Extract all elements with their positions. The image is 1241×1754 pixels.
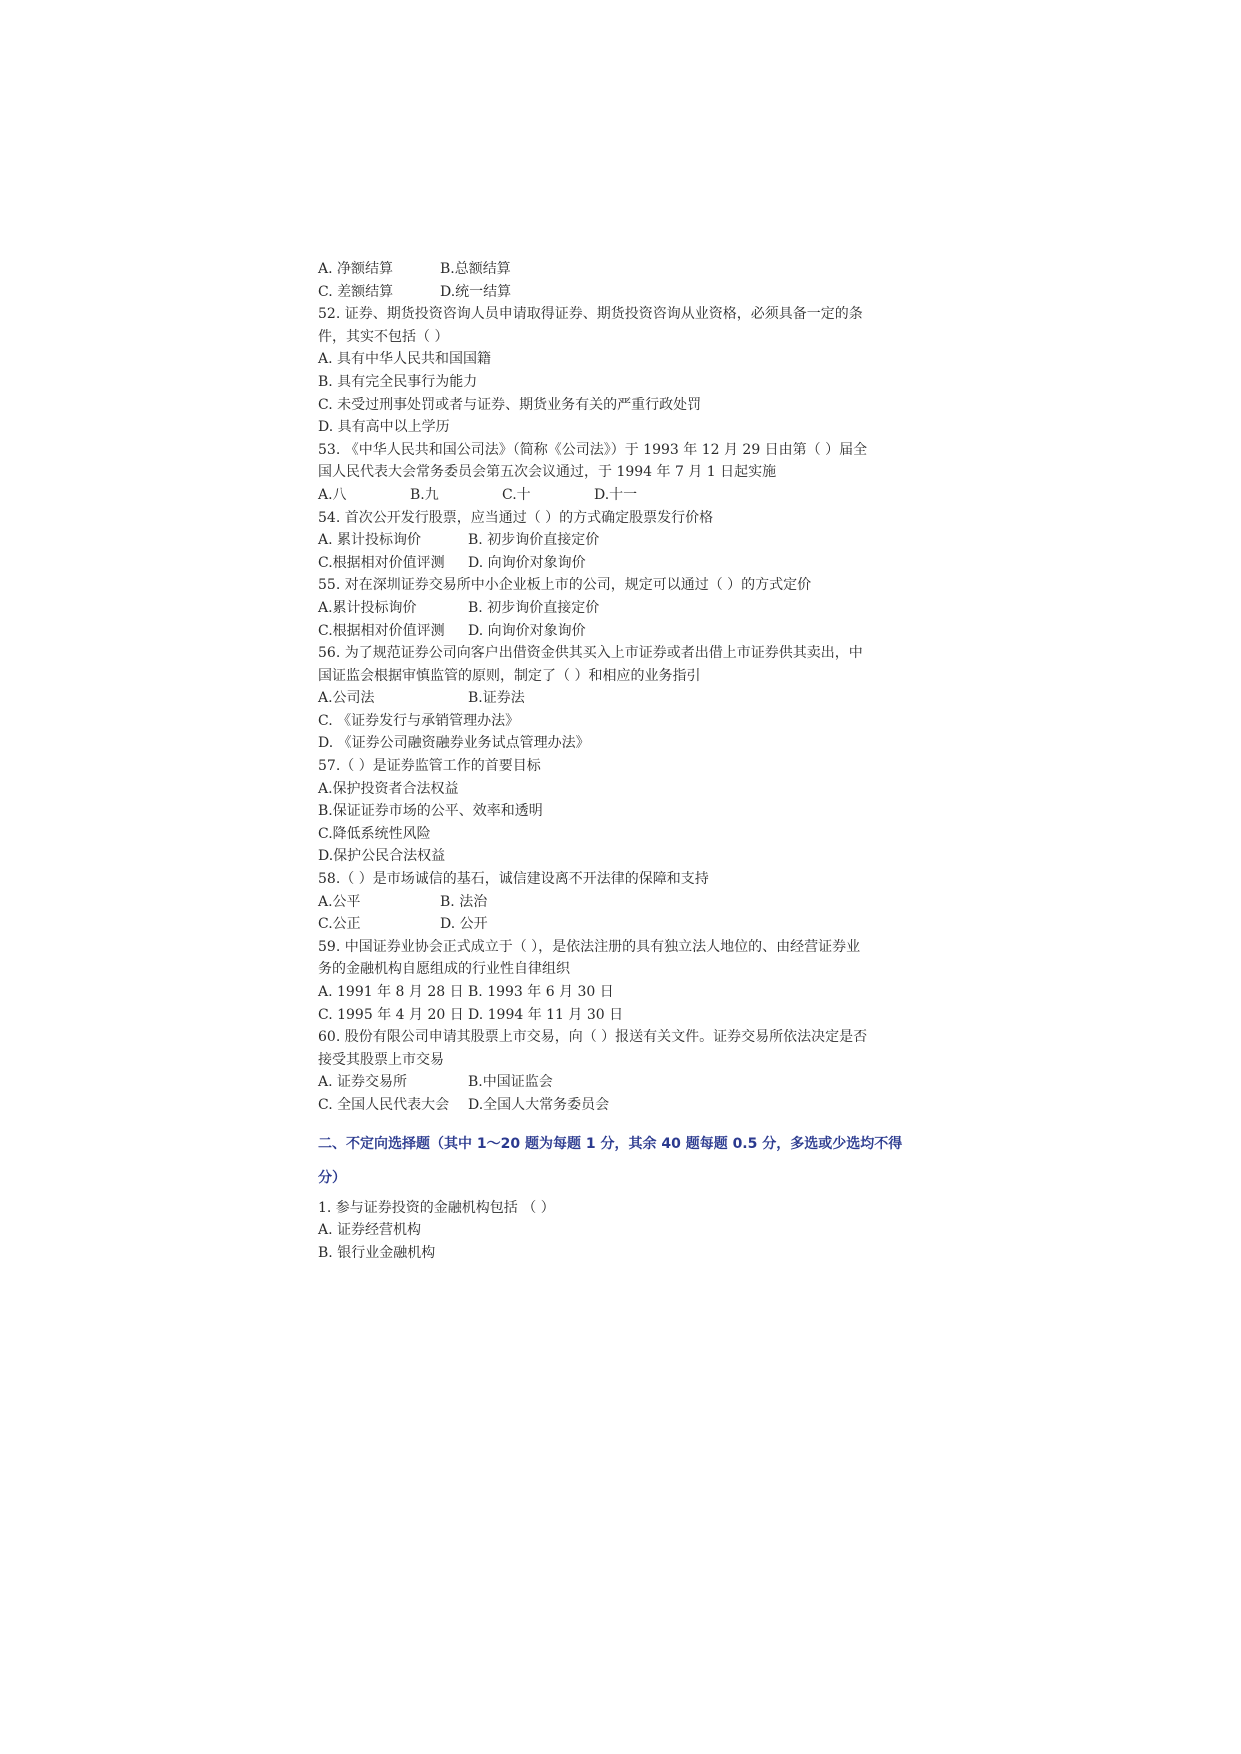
q59-option-b: B. 1993 年 6 月 30 日 bbox=[468, 984, 614, 1000]
q51-option-c: C. 差额结算 bbox=[318, 283, 394, 300]
q51-option-a: A. 净额结算 bbox=[318, 261, 394, 277]
q60-options-row-2 bbox=[318, 1094, 918, 1117]
q59-option-c: C. 1995 年 4 月 20 日 bbox=[318, 1006, 464, 1023]
q54-options-row-2 bbox=[318, 552, 918, 575]
section-2-title-line-1: 二、不定向选择题（其中 1～20 题为每题 1 分，其余 40 题每题 0.5 分，多选或少选均不得 bbox=[318, 1135, 903, 1152]
q53-option-d: D.十一 bbox=[594, 486, 638, 503]
q54-option-b: B. 初步询价直接定价 bbox=[468, 532, 600, 549]
q53-options-row bbox=[318, 484, 918, 507]
q51-options-row-2 bbox=[318, 281, 918, 304]
q53-option-b: B.九 bbox=[410, 486, 439, 503]
q59-option-a: A. 1991 年 8 月 28 日 bbox=[318, 984, 464, 1000]
q56-option-a: A.公司法 bbox=[318, 690, 375, 707]
s2-q1-stem: 1. 参与证券投资的金融机构包括 （ ） bbox=[318, 1199, 555, 1216]
q58-option-c: C.公正 bbox=[318, 916, 361, 933]
q60-stem-line-1: 60. 股份有限公司申请其股票上市交易，向（ ）报送有关文件。证券交易所依法决定是否 bbox=[318, 1029, 868, 1046]
q52-stem-line-1: 52. 证券、期货投资咨询人员申请取得证券、期货投资咨询从业资格，必须具备一定的条 bbox=[318, 306, 863, 323]
q52-option-c: C. 未受过刑事处罚或者与证券、期货业务有关的严重行政处罚 bbox=[318, 396, 702, 413]
section-2-title-line-2: 分） bbox=[318, 1169, 346, 1186]
q52-option-a: A. 具有中华人民共和国国籍 bbox=[318, 351, 492, 368]
s2-q1-option-a: A. 证券经营机构 bbox=[318, 1222, 422, 1239]
q59-stem-line-1: 59. 中国证券业协会正式成立于（ ），是依法注册的具有独立法人地位的、由经营证券业 bbox=[318, 938, 861, 955]
q57-option-d: D.保护公民合法权益 bbox=[318, 848, 446, 865]
q52-option-b: B. 具有完全民事行为能力 bbox=[318, 373, 478, 390]
q51-option-d: D.统一结算 bbox=[440, 283, 512, 300]
q54-option-d: D. 向询价对象询价 bbox=[468, 554, 586, 571]
exam-page bbox=[318, 258, 918, 1264]
q59-option-d: D. 1994 年 11 月 30 日 bbox=[468, 1006, 624, 1023]
q54-stem: 54. 首次公开发行股票，应当通过（ ）的方式确定股票发行价格 bbox=[318, 509, 714, 526]
q51-options-row-1 bbox=[318, 258, 918, 281]
q51-option-b: B.总额结算 bbox=[440, 261, 511, 277]
q53-stem-line-2: 国人民代表大会常务委员会第五次会议通过，于 1994 年 7 月 1 日起实施 bbox=[318, 464, 777, 481]
q55-option-c: C.根据相对价值评测 bbox=[318, 622, 445, 639]
q55-option-d: D. 向询价对象询价 bbox=[468, 622, 586, 639]
q58-option-a: A.公平 bbox=[318, 893, 361, 910]
q58-option-d: D. 公开 bbox=[440, 916, 488, 933]
q57-stem: 57.（ ）是证券监管工作的首要目标 bbox=[318, 758, 541, 775]
q56-option-d: D. 《证券公司融资融券业务试点管理办法》 bbox=[318, 735, 590, 752]
q59-options-row-1 bbox=[318, 981, 918, 1004]
q54-option-c: C.根据相对价值评测 bbox=[318, 554, 445, 571]
q60-stem-line-2: 接受其股票上市交易 bbox=[318, 1051, 444, 1068]
q59-stem-line-2: 务的金融机构自愿组成的行业性自律组织 bbox=[318, 961, 570, 978]
q53-option-c: C.十 bbox=[502, 486, 531, 503]
q58-options-row-2 bbox=[318, 913, 918, 936]
q52-stem-line-2: 件，其实不包括（ ） bbox=[318, 328, 449, 345]
q55-options-row-1 bbox=[318, 597, 918, 620]
q58-options-row-1 bbox=[318, 891, 918, 914]
q55-stem: 55. 对在深圳证券交易所中小企业板上市的公司，规定可以通过（ ）的方式定价 bbox=[318, 577, 812, 594]
q54-options-row-1 bbox=[318, 529, 918, 552]
section-2-heading bbox=[318, 1127, 918, 1195]
q55-option-b: B. 初步询价直接定价 bbox=[468, 599, 600, 616]
q55-option-a: A.累计投标询价 bbox=[318, 599, 417, 616]
q60-option-a: A. 证券交易所 bbox=[318, 1074, 408, 1091]
q53-option-a: A.八 bbox=[318, 486, 347, 503]
q60-option-d: D.全国人大常务委员会 bbox=[468, 1096, 610, 1113]
q58-option-b: B. 法治 bbox=[440, 893, 488, 910]
q57-option-a: A.保护投资者合法权益 bbox=[318, 780, 459, 797]
q59-options-row-2 bbox=[318, 1004, 918, 1027]
q60-option-b: B.中国证监会 bbox=[468, 1074, 553, 1091]
q56-option-b: B.证券法 bbox=[468, 690, 525, 707]
q56-stem-line-2: 国证监会根据审慎监管的原则，制定了（ ）和相应的业务指引 bbox=[318, 667, 701, 684]
q57-option-b: B.保证证券市场的公平、效率和透明 bbox=[318, 803, 543, 820]
s2-q1-option-b: B. 银行业金融机构 bbox=[318, 1244, 436, 1261]
q57-option-c: C.降低系统性风险 bbox=[318, 825, 431, 842]
q53-stem-line-1: 53. 《中华人民共和国公司法》（简称《公司法》）于 1993 年 12 月 29 日由第（ ）届全 bbox=[318, 441, 868, 458]
q56-options-row-1 bbox=[318, 687, 918, 710]
q55-options-row-2 bbox=[318, 620, 918, 643]
q60-options-row-1 bbox=[318, 1071, 918, 1094]
q58-stem: 58.（ ）是市场诚信的基石，诚信建设离不开法律的保障和支持 bbox=[318, 871, 709, 888]
q56-option-c: C. 《证券发行与承销管理办法》 bbox=[318, 712, 520, 729]
q52-option-d: D. 具有高中以上学历 bbox=[318, 419, 450, 436]
q60-option-c: C. 全国人民代表大会 bbox=[318, 1096, 450, 1113]
q56-stem-line-1: 56. 为了规范证券公司向客户出借资金供其买入上市证券或者出借上市证券供其卖出，中 bbox=[318, 645, 863, 662]
q54-option-a: A. 累计投标询价 bbox=[318, 532, 422, 549]
